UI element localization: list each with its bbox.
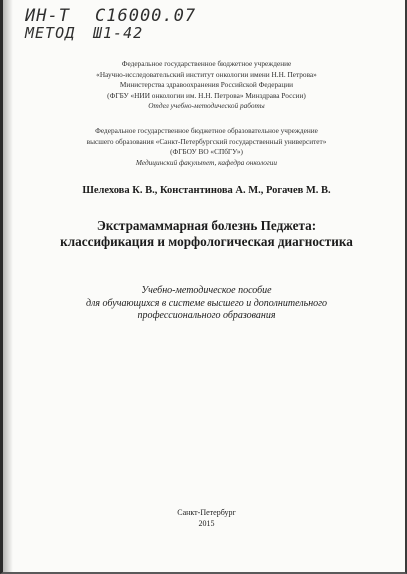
institution-block-1 <box>23 59 390 112</box>
institution-1-line: «Научно-исследовательский институт онкологии имени Н.Н. Петрова» <box>96 69 317 79</box>
institution-2-department: Медицинский факультет, кафедра онкологии <box>135 157 278 167</box>
imprint <box>23 507 390 529</box>
document-subtitle <box>23 285 390 323</box>
institution-1-department: Отдел учебно-методической работы <box>148 101 265 110</box>
imprint-year: 2015 <box>198 519 215 528</box>
authors-line: Шелехова К. В., Константинова А. М., Рогачев М. В. <box>82 185 331 196</box>
scan-edge-shadow <box>3 0 13 574</box>
handwritten-code-2: С16000.07 <box>95 6 197 26</box>
subtitle-line-3: профессионального образования <box>137 310 276 321</box>
subtitle-line-2: для обучающихся в системе высшего и дополнительного <box>85 297 328 309</box>
imprint-city: Санкт-Петербург <box>177 508 236 517</box>
title-line-1: Экстрамаммарная болезнь Педжета: <box>96 218 317 233</box>
institution-2-line: Федеральное государственное бюджетное образовательное учреждение <box>95 126 318 135</box>
institution-block-2 <box>23 126 390 168</box>
handwritten-code-3: МЕТОД <box>25 24 76 42</box>
document-title <box>23 218 390 250</box>
handwritten-code-4: Ш1-42 <box>93 24 144 42</box>
title-line-2: классификация и морфологическая диагностика <box>60 234 353 249</box>
institution-1-line: (ФГБУ «НИИ онкологии им. Н.Н. Петрова» Минздрава России) <box>107 90 306 100</box>
subtitle-line-1: Учебно-методическое пособие <box>141 285 272 296</box>
institution-1-line: Федеральное государственное бюджетное учреждение <box>121 59 292 68</box>
institution-2-line: высшего образования «Санкт-Петербургский государственный университет» <box>86 136 327 146</box>
institution-1-line: Министерства здравоохранения Российской Федерации <box>119 80 294 89</box>
handwritten-code-1: ИН-Т <box>25 6 70 26</box>
institution-2-line: (ФГБОУ ВО «СПбГУ») <box>170 147 243 156</box>
